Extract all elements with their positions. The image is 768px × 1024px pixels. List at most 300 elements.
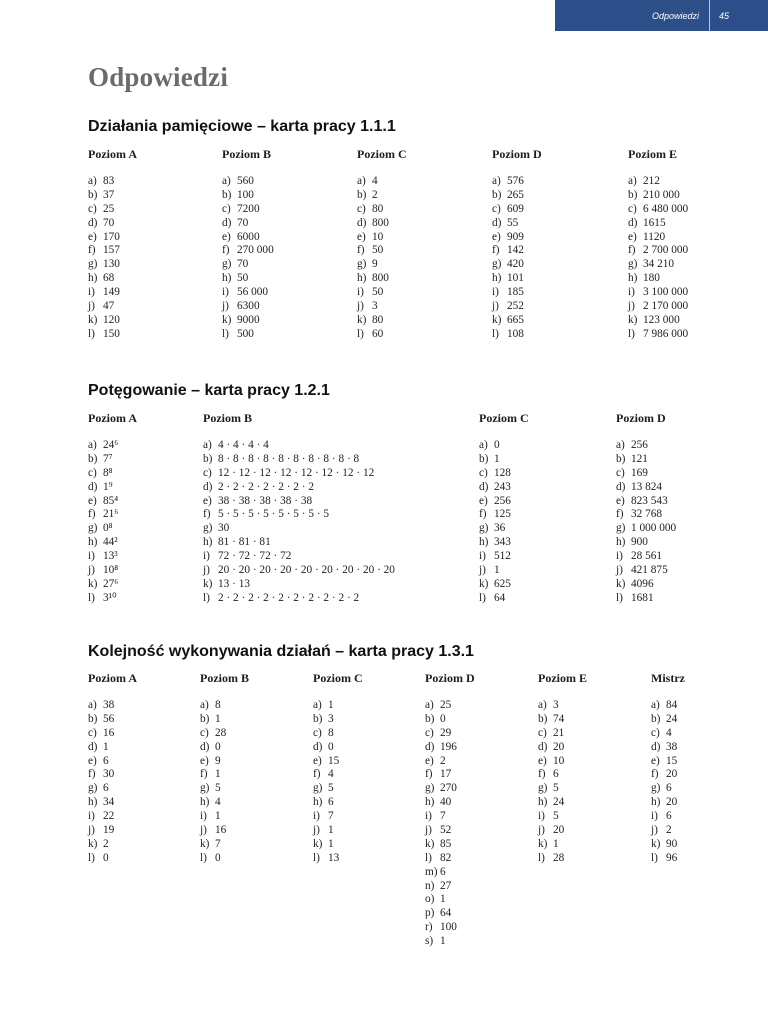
answer-value: 1⁹ [103, 480, 113, 493]
answer-letter: b) [88, 712, 98, 725]
answer-item [203, 592, 395, 606]
answer-item [479, 550, 529, 564]
answer-letter: i) [616, 550, 623, 563]
answer-item [492, 272, 542, 286]
answer-item [313, 810, 363, 824]
answer-item [479, 592, 529, 606]
level-column [313, 671, 363, 866]
answer-item [203, 522, 395, 536]
answer-item [492, 328, 542, 342]
answer-list [88, 699, 137, 866]
answer-value: 2 [372, 188, 378, 201]
answer-value: 7 [440, 810, 446, 823]
answer-item [200, 852, 249, 866]
answer-value: 500 [237, 327, 254, 340]
answer-value: 24⁶ [103, 439, 119, 451]
answer-value: 19 [103, 824, 115, 837]
answer-item [203, 495, 395, 509]
answer-list [200, 699, 249, 866]
answer-letter: k) [651, 837, 661, 850]
answer-letter: a) [651, 699, 660, 711]
answer-letter: k) [222, 313, 232, 326]
answer-value: 169 [631, 466, 648, 479]
answer-value: 609 [507, 202, 524, 215]
answer-item [88, 328, 137, 342]
answer-value: 85 [440, 837, 452, 850]
answer-value: 6 [328, 796, 334, 809]
answer-item [628, 189, 688, 203]
answer-item [88, 439, 137, 453]
answer-value: 55 [507, 216, 519, 229]
answer-item [425, 755, 475, 769]
answer-item [88, 272, 137, 286]
answer-value: 24 [666, 712, 678, 725]
answer-item [616, 564, 676, 578]
header-banner [555, 0, 768, 31]
answer-value: 6 480 000 [643, 202, 689, 215]
answer-letter: d) [88, 216, 98, 229]
answer-value: 1 [328, 837, 334, 850]
answer-item [538, 838, 587, 852]
answer-item [628, 244, 688, 258]
answer-value: 100 [440, 921, 457, 934]
answer-item [88, 768, 137, 782]
answer-item [479, 578, 529, 592]
answer-item [479, 467, 529, 481]
level-title: Poziom C [479, 411, 529, 425]
answer-value: 10⁸ [103, 564, 119, 577]
answer-value: 4 [666, 726, 672, 739]
answer-item [538, 699, 587, 713]
answer-letter: l) [616, 591, 623, 604]
answer-value: 909 [507, 230, 524, 243]
answer-letter: d) [492, 216, 502, 229]
answer-letter: j) [357, 300, 364, 313]
answer-letter: b) [200, 712, 210, 725]
answer-item [357, 217, 407, 231]
answer-item [222, 314, 274, 328]
answer-letter: l) [425, 851, 432, 864]
answer-letter: i) [492, 286, 499, 299]
answer-value: 20 [553, 824, 565, 837]
answer-item [651, 838, 685, 852]
answer-value: 28 [553, 851, 565, 864]
level-title: Poziom E [538, 671, 587, 685]
answer-item [203, 467, 395, 481]
answer-item [628, 175, 688, 189]
answer-letter: j) [492, 300, 499, 313]
answer-item [425, 768, 475, 782]
answer-value: 64 [440, 907, 452, 920]
answer-letter: f) [200, 768, 208, 781]
answer-letter: e) [88, 754, 97, 767]
answer-item [88, 508, 137, 522]
answer-letter: f) [88, 244, 96, 257]
answer-value: 2 700 000 [643, 244, 689, 257]
answer-letter: j) [425, 824, 432, 837]
answer-value: 64 [494, 591, 506, 604]
answer-value: 0 [440, 712, 446, 725]
answer-item [616, 592, 676, 606]
answer-value: 5 [553, 810, 559, 823]
answer-letter: b) [628, 188, 638, 201]
answer-item [479, 522, 529, 536]
answer-letter: i) [222, 286, 229, 299]
answer-letter: d) [628, 216, 638, 229]
answer-value: 72 · 72 · 72 · 72 [218, 550, 292, 563]
answer-item [222, 286, 274, 300]
answer-letter: d) [651, 740, 661, 753]
level-title: Poziom D [492, 147, 542, 161]
answer-value: 37 [103, 188, 115, 201]
answer-value: 252 [507, 300, 524, 313]
answer-item [88, 550, 137, 564]
answer-letter: h) [88, 272, 98, 285]
answer-item [425, 810, 475, 824]
answer-value: 6 [103, 754, 109, 767]
answer-item [200, 768, 249, 782]
answer-letter: j) [313, 824, 320, 837]
answer-letter: j) [88, 824, 95, 837]
answer-item [616, 550, 676, 564]
answer-letter: a) [203, 439, 212, 451]
level-title: Poziom D [616, 411, 666, 425]
answer-value: 16 [215, 824, 227, 837]
answer-letter: b) [616, 452, 626, 465]
answer-item [357, 286, 407, 300]
answer-letter: b) [88, 452, 98, 465]
answer-letter: c) [88, 466, 97, 479]
answer-value: 8 · 8 · 8 · 8 · 8 · 8 · 8 · 8 · 8 · 8 [218, 452, 360, 465]
answer-item [88, 536, 137, 550]
answer-letter: b) [492, 188, 502, 201]
answer-value: 3 [328, 712, 334, 725]
level-column [538, 671, 587, 866]
answer-item [616, 439, 676, 453]
answer-item [88, 244, 137, 258]
answer-letter: h) [479, 536, 489, 549]
answer-value: 56 [103, 712, 115, 725]
answer-letter: b) [313, 712, 323, 725]
answer-letter: g) [203, 522, 213, 535]
answer-item [88, 467, 137, 481]
answer-letter: g) [492, 258, 502, 271]
answer-letter: i) [203, 550, 210, 563]
answer-letter: h) [628, 272, 638, 285]
answer-value: 13 824 [631, 480, 663, 493]
answer-letter: g) [88, 782, 98, 795]
answer-letter: c) [538, 726, 547, 739]
answer-letter: c) [203, 466, 212, 479]
answer-letter: e) [651, 754, 660, 767]
answer-value: 142 [507, 244, 524, 257]
answer-item [200, 755, 249, 769]
answer-letter: g) [425, 782, 435, 795]
answer-item [203, 508, 395, 522]
answer-letter: b) [357, 188, 367, 201]
answer-value: 6 [440, 865, 446, 878]
answer-item [313, 852, 363, 866]
answer-value: 52 [440, 824, 452, 837]
answer-item [88, 838, 137, 852]
answer-item [425, 699, 475, 713]
answer-letter: k) [203, 577, 213, 590]
answer-letter: e) [313, 754, 322, 767]
answer-list [628, 175, 688, 342]
answer-value: 1 000 000 [631, 522, 677, 535]
answer-value: 20 [553, 740, 565, 753]
answer-item [203, 481, 395, 495]
answer-letter: g) [357, 258, 367, 271]
answer-value: 27 [440, 879, 452, 892]
answer-letter: c) [616, 466, 625, 479]
answer-item [200, 824, 249, 838]
answer-letter: e) [88, 494, 97, 507]
answer-letter: c) [88, 726, 97, 739]
answer-item [200, 699, 249, 713]
answer-value: 421 875 [631, 564, 668, 577]
answer-item [200, 838, 249, 852]
answer-value: 823 543 [631, 494, 668, 507]
answer-letter: f) [628, 244, 636, 257]
answer-letter: g) [200, 782, 210, 795]
answer-value: 9 [215, 754, 221, 767]
answer-letter: h) [425, 796, 435, 809]
answer-letter: k) [357, 313, 367, 326]
answer-item [88, 231, 137, 245]
answer-item [222, 175, 274, 189]
answer-letter: h) [88, 796, 98, 809]
answer-list [538, 699, 587, 866]
answer-list [313, 699, 363, 866]
answer-item [222, 203, 274, 217]
answer-item [616, 536, 676, 550]
answer-letter: o) [425, 893, 435, 906]
answer-letter: f) [425, 768, 433, 781]
answer-letter: k) [492, 313, 502, 326]
answer-item [357, 231, 407, 245]
answer-value: 3 [553, 699, 559, 711]
answer-value: 170 [103, 230, 120, 243]
answer-value: 38 · 38 · 38 · 38 · 38 [218, 494, 313, 507]
answer-value: 0 [103, 851, 109, 864]
answer-letter: d) [479, 480, 489, 493]
level-column [492, 147, 542, 342]
answer-item [425, 838, 475, 852]
answer-value: 1 [494, 452, 500, 465]
answer-value: 44² [103, 536, 118, 549]
answer-value: 21⁶ [103, 508, 119, 521]
answer-item [492, 203, 542, 217]
answer-letter: f) [88, 768, 96, 781]
answer-item [200, 782, 249, 796]
answer-item [651, 699, 685, 713]
answer-value: 7 [215, 837, 221, 850]
answer-value: 6 [666, 810, 672, 823]
answer-item [203, 564, 395, 578]
answer-value: 85⁴ [103, 494, 119, 507]
answer-item [479, 495, 529, 509]
answer-letter: d) [88, 480, 98, 493]
answer-item [357, 175, 407, 189]
answer-letter: l) [357, 327, 364, 340]
answer-letter: e) [88, 230, 97, 243]
answer-item [203, 536, 395, 550]
answer-value: 420 [507, 258, 524, 271]
answer-letter: a) [88, 439, 97, 451]
answer-letter: e) [203, 494, 212, 507]
answer-value: 1 [553, 837, 559, 850]
answer-list [651, 699, 685, 866]
answer-letter: l) [479, 591, 486, 604]
answer-item [88, 189, 137, 203]
answer-item [425, 866, 475, 880]
answer-item [88, 852, 137, 866]
level-column [616, 411, 676, 606]
answer-value: 2 [103, 837, 109, 850]
answer-value: 343 [494, 536, 511, 549]
answer-letter: e) [222, 230, 231, 243]
answer-letter: n) [425, 879, 435, 892]
answer-value: 81 · 81 · 81 [218, 536, 271, 549]
answer-value: 20 [666, 796, 678, 809]
answer-list [492, 175, 542, 342]
answer-item [538, 768, 587, 782]
answer-letter: d) [538, 740, 548, 753]
answer-value: 83 [103, 175, 115, 187]
answer-value: 3 100 000 [643, 286, 689, 299]
answer-value: 5 [215, 782, 221, 795]
section-heading: Potęgowanie – karta pracy 1.2.1 [88, 382, 330, 399]
answer-item [651, 852, 685, 866]
answer-value: 9000 [237, 313, 260, 326]
answer-value: 50 [372, 244, 384, 257]
answer-letter: j) [651, 824, 658, 837]
answer-list [479, 439, 529, 606]
answer-letter: l) [651, 851, 658, 864]
answer-letter: l) [492, 327, 499, 340]
answer-letter: e) [492, 230, 501, 243]
answer-letter: e) [538, 754, 547, 767]
level-title: Mistrz [651, 671, 685, 685]
answer-value: 25 [103, 202, 115, 215]
answer-value: 2 [440, 754, 446, 767]
answer-item [425, 741, 475, 755]
answer-item [479, 564, 529, 578]
answer-item [492, 231, 542, 245]
answer-letter: a) [357, 175, 366, 187]
answer-item [616, 495, 676, 509]
answer-letter: k) [88, 313, 98, 326]
answer-value: 1 [440, 935, 446, 948]
answer-item [88, 699, 137, 713]
answer-item [88, 713, 137, 727]
answer-value: 0 [494, 439, 500, 451]
answer-item [88, 258, 137, 272]
banner-divider [709, 0, 710, 31]
answer-item [200, 713, 249, 727]
answer-letter: a) [222, 175, 231, 187]
answer-item [628, 314, 688, 328]
answer-letter: e) [479, 494, 488, 507]
answer-item [88, 522, 137, 536]
answer-value: 56 000 [237, 286, 269, 299]
answer-value: 243 [494, 480, 511, 493]
answer-item [200, 810, 249, 824]
answer-item [313, 755, 363, 769]
answer-value: 34 [103, 796, 115, 809]
answer-item [492, 258, 542, 272]
answer-item [538, 713, 587, 727]
answer-letter: i) [357, 286, 364, 299]
level-column [88, 411, 137, 606]
answer-value: 7⁷ [103, 452, 113, 465]
answer-letter: g) [88, 522, 98, 535]
answer-item [203, 578, 395, 592]
answer-letter: j) [538, 824, 545, 837]
answer-item [200, 727, 249, 741]
answer-value: 4 [215, 796, 221, 809]
answer-letter: k) [88, 837, 98, 850]
answer-value: 1 [215, 712, 221, 725]
answer-value: 7 986 000 [643, 327, 689, 340]
answer-item [222, 258, 274, 272]
level-title: Poziom A [88, 671, 137, 685]
answer-item [222, 272, 274, 286]
answer-letter: j) [222, 300, 229, 313]
answer-letter: l) [313, 851, 320, 864]
answer-item [313, 741, 363, 755]
answer-value: 0 [215, 851, 221, 864]
answer-item [357, 258, 407, 272]
answer-list [357, 175, 407, 342]
answer-value: 40 [440, 796, 452, 809]
answer-item [88, 495, 137, 509]
answer-item [88, 782, 137, 796]
answer-value: 28 [215, 726, 227, 739]
answer-letter: l) [88, 327, 95, 340]
answer-letter: i) [479, 550, 486, 563]
answer-value: 576 [507, 175, 524, 187]
answer-item [628, 286, 688, 300]
answer-item [425, 852, 475, 866]
answer-value: 256 [494, 494, 511, 507]
level-column [425, 671, 475, 949]
answer-item [425, 782, 475, 796]
answer-item [492, 217, 542, 231]
answer-value: 1 [328, 699, 334, 711]
answer-value: 125 [494, 508, 511, 521]
answer-letter: h) [492, 272, 502, 285]
answer-letter: g) [616, 522, 626, 535]
answer-letter: b) [222, 188, 232, 201]
answer-letter: f) [88, 508, 96, 521]
answer-value: 8⁸ [103, 466, 113, 479]
banner-section-label: Odpowiedzi [651, 10, 699, 21]
answer-letter: e) [200, 754, 209, 767]
answer-letter: f) [492, 244, 500, 257]
answer-item [651, 768, 685, 782]
answer-value: 4 · 4 · 4 · 4 [218, 439, 269, 451]
level-column [88, 671, 137, 866]
level-column [203, 411, 395, 606]
answer-value: 7 [328, 810, 334, 823]
answer-value: 30 [218, 522, 230, 535]
level-title: Poziom C [357, 147, 407, 161]
answer-item [492, 189, 542, 203]
answer-letter: a) [616, 439, 625, 451]
level-title: Poziom A [88, 411, 137, 425]
